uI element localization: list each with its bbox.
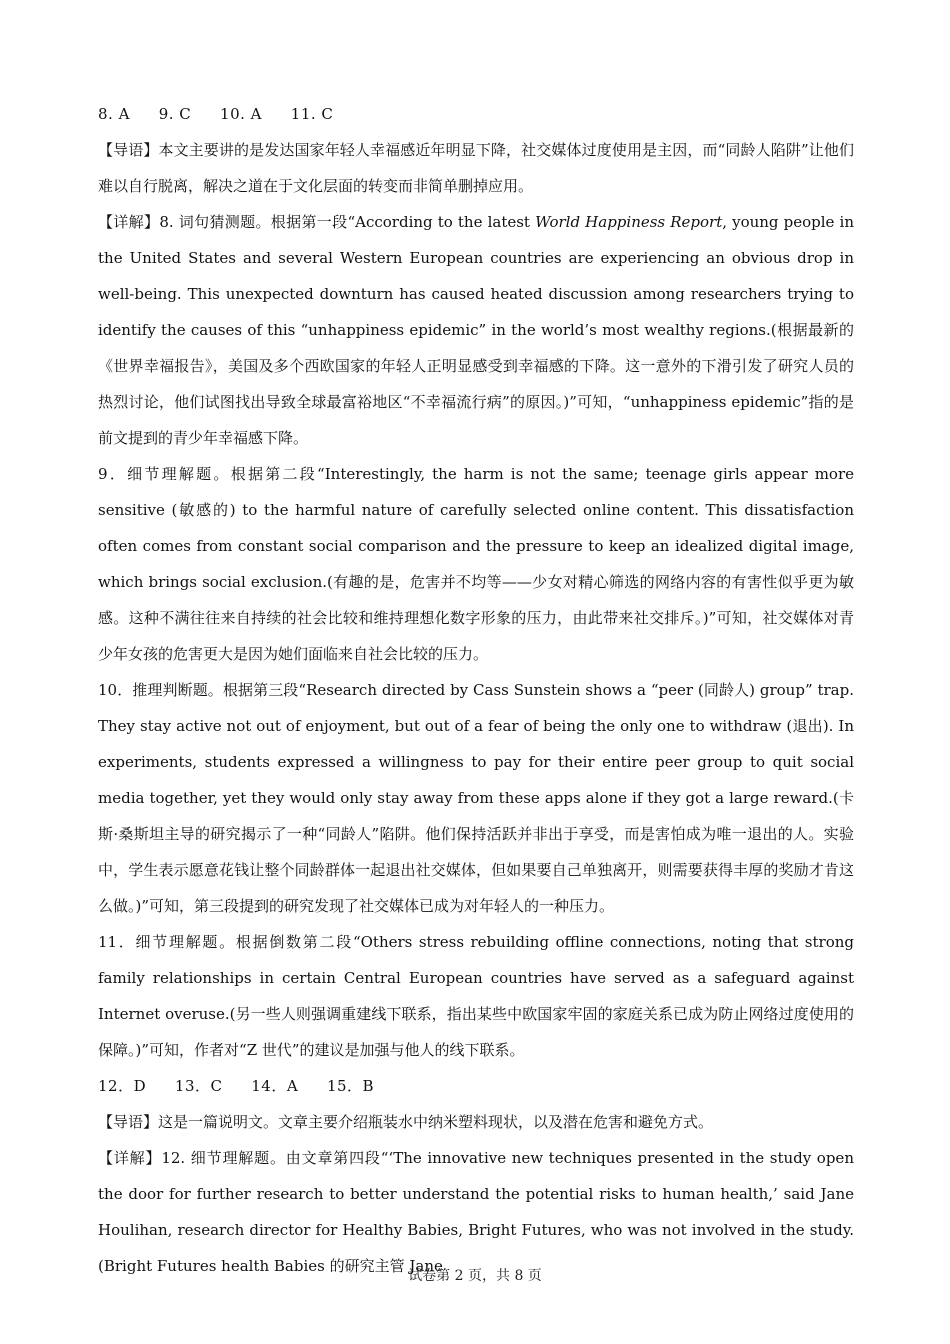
answer-14: 14．A [251,1077,299,1095]
detail-q12 [98,1140,854,1284]
guide-text-2: 这是一篇说明文。文章主要介绍瓶装水中纳米塑料现状，以及潜在危害和避免方式。 [158,1113,714,1131]
detail-q9: 9．细节理解题。根据第二段“Interestingly, the harm is not the same; teenage girls appear more sensitive (敏感的) to the harmful nature of carefully selected online content. This dissatisfaction often comes from constant social comparison and the pressure to keep an idealized digital image, which brings social exclusion.(有趣的是，危害并不均等——少女对精心筛选的网络内容的有害性似乎更为敏感。这种不满往往来自持续的社会比较和维持理想化数字形象的压力，由此带来社交排斥。)”可知，社交媒体对青少年女孩的危害更大是因为她们面临来自社会比较的压力。 [98,465,854,663]
detail-label-2: 【详解】 [98,1149,162,1167]
answer-13: 13．C [174,1077,223,1095]
q8-text-b: , young people in the United States and several Western European countries are experiencing an obvious drop in well-being. This unexpected downturn has caused heated discussion among researchers trying to identify the causes of this “unhappiness epidemic” in the world’s most wealthy regions.(根据最新的《世界幸福报告》，美国及多个西欧国家的年轻人正明显感受到幸福感的下降。这一意外的下滑引发了研究人员的热烈讨论，他们试图找出导致全球最富裕地区“不幸福流行病”的原因。)”可知，“unhappiness epidemic”指的是前文提到的青少年幸福感下降。 [98,213,854,447]
page-footer: 试卷第 2 页，共 8 页 [408,1268,542,1284]
detail-q10: 10．推理判断题。根据第三段“Research directed by Cass Sunstein shows a “peer (同龄人) group” trap. They stay active not out of enjoyment, but out of a fear of being the only one to withdraw (退出). In experiments, students expressed a willingness to pay for their entire peer group to quit social media together, yet they would only stay away from these apps alone if they got a large reward.(卡斯·桑斯坦主导的研究揭示了一种“同龄人”陷阱。他们保持活跃并非出于享受，而是害怕成为唯一退出的人。实验中，学生表示愿意花钱让整个同龄群体一起退出社交媒体，但如果要自己单独离开，则需要获得丰厚的奖励才肯这么做。)”可知，第三段提到的研究发现了社交媒体已成为对年轻人的一种压力。 [98,681,854,915]
answer-row-12-15 [98,1068,854,1104]
answer-key-content [98,96,854,1284]
answer-9: 9. C [158,105,192,123]
guide-text: 本文主要讲的是发达国家年轻人幸福感近年明显下降，社交媒体过度使用是主因，而“同龄人陷阱”让他们难以自行脱离，解决之道在于文化层面的转变而非简单删掉应用。 [98,141,854,195]
guide-label: 【导语】 [98,141,159,159]
q12-text: 12. 细节理解题。由文章第四段“‘The innovative new techniques presented in the study open the door for further research to better understand the potential risks to human health,’ said Jane Houlihan, research director for Healthy Babies, Bright Futures, who was not involved in the study. (Bright Futures health Babies 的研究主管 Jane [98,1149,854,1275]
guide-paragraph-2 [98,1104,854,1140]
answer-11: 11. C [290,105,334,123]
answer-8: 8. A [98,105,130,123]
detail-q11: 11．细节理解题。根据倒数第二段“Others stress rebuilding offline connections, noting that strong family relationships in certain Central European countries have served as a safeguard against Internet overuse.(另一些人则强调重建线下联系，指出某些中欧国家牢固的家庭关系已成为防止网络过度使用的保障。)”可知，作者对“Z 世代”的建议是加强与他人的线下联系。 [98,933,854,1059]
guide-paragraph-1 [98,132,854,204]
detail-q8 [98,204,854,456]
answer-15: 15．B [326,1077,375,1095]
answer-row-8-11 [98,96,854,132]
detail-label: 【详解】 [98,213,160,231]
answer-10: 10. A [220,105,263,123]
q8-report-title: World Happiness Report [535,213,723,231]
guide-label-2: 【导语】 [98,1113,159,1131]
q8-text-a: 8. 词句猜测题。根据第一段“According to the latest [159,213,536,231]
answer-12: 12．D [98,1077,147,1095]
